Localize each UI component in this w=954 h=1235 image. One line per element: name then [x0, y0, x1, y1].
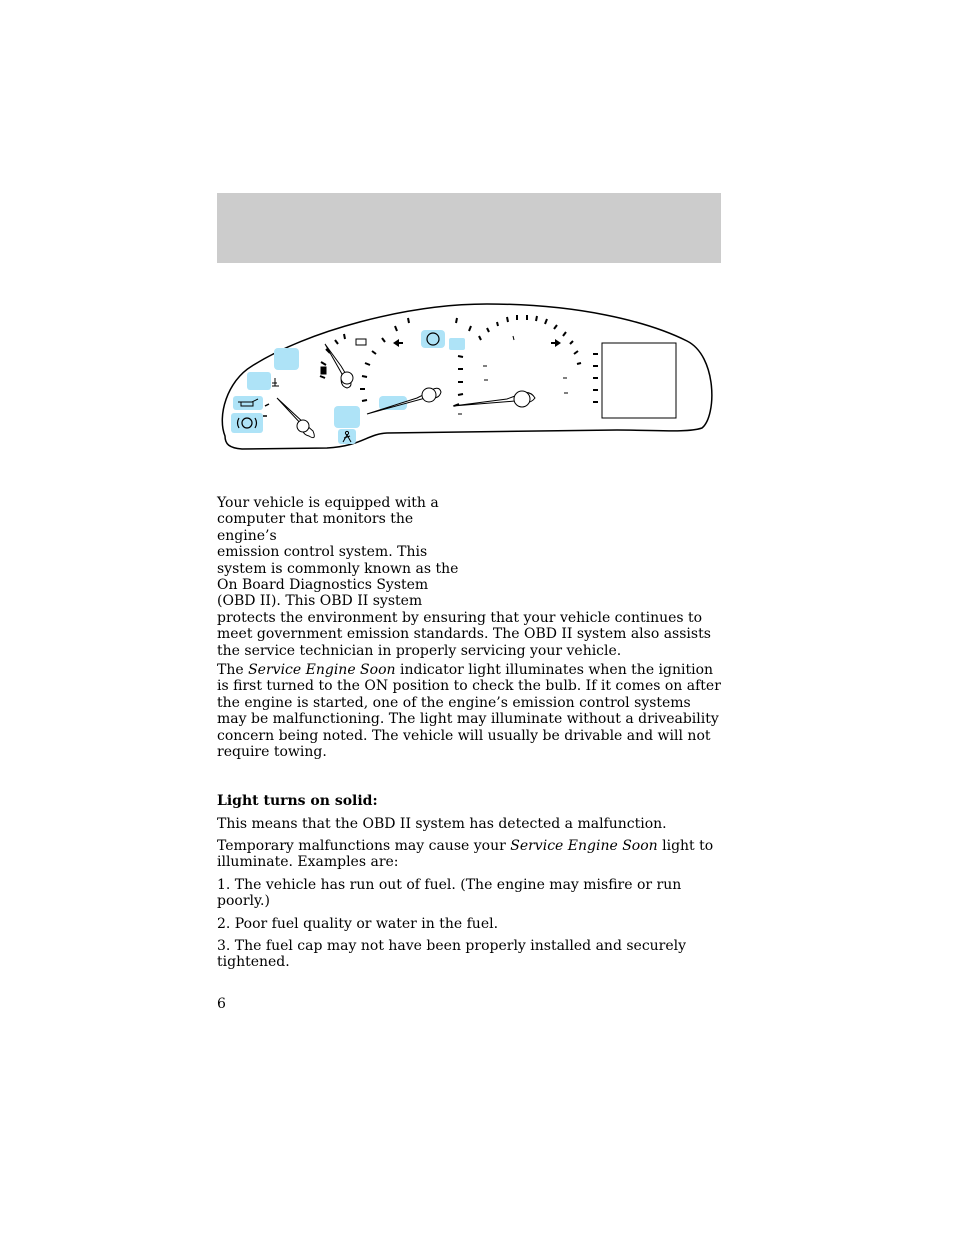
- brake-indicator: [231, 413, 263, 433]
- tachometer-needle: [453, 391, 535, 407]
- intro-line: computer that monitors the engine’s: [217, 511, 414, 544]
- speedometer-ticks: [360, 318, 471, 406]
- turn-right-arrow-icon: [551, 339, 561, 347]
- indicator-top-left: [274, 348, 299, 370]
- service-engine-soon-paragraph: [217, 662, 721, 760]
- section-heading: Light turns on solid:: [217, 793, 378, 809]
- odometer-display: [602, 343, 676, 418]
- list-item: 3. The fuel cap may not have been properly installed and securely tightened.: [217, 938, 687, 971]
- intro-line: Your vehicle is equipped with a: [217, 495, 439, 511]
- temporary-malfunctions-paragraph: [217, 838, 721, 871]
- ses-emphasis: Service Engine Soon: [248, 662, 396, 678]
- intro-line: system is commonly known as the: [217, 560, 459, 577]
- indicator-left: [247, 372, 271, 390]
- temp-gauge-needle: [277, 398, 314, 438]
- instrument-cluster-illustration: [217, 296, 721, 456]
- tachometer-ticks: [479, 315, 598, 402]
- coolant-temp-icon: [272, 378, 279, 386]
- section-header-bar: [217, 193, 721, 263]
- temp-text-after: light to illuminate. Examples are:: [217, 838, 714, 871]
- temp-emphasis: Service Engine Soon: [510, 838, 658, 854]
- intro-line: On Board Diagnostics System: [217, 577, 429, 594]
- detected-paragraph: This means that the OBD II system has detected a malfunction.: [217, 816, 667, 832]
- ses-text-before: The: [217, 662, 249, 678]
- indicator-center-low: [334, 406, 360, 428]
- temp-text-before: Temporary malfunctions may cause your: [217, 838, 511, 854]
- obd-intro-paragraph: [217, 495, 721, 659]
- turn-left-arrow-icon: [393, 339, 403, 347]
- list-item: 2. Poor fuel quality or water in the fuel.: [217, 916, 499, 932]
- intro-line: (OBD II). This OBD II system: [217, 593, 423, 610]
- intro-rest: protects the environment by ensuring that your vehicle continues to meet government emission standards. The OBD II system also assists the service technician in properly servicing your vehicle.: [217, 609, 711, 659]
- list-item: 1. The vehicle has run out of fuel. (The engine may misfire or run poorly.): [217, 877, 682, 910]
- fuel-gauge-needle: [325, 344, 353, 388]
- temp-gauge-ticks: [263, 404, 269, 416]
- ses-text-after: indicator light illuminates when the ignition is first turned to the ON position to check the bulb. If it comes on after the engine is started, one of the engine’s emission control systems may be malfunctioning. The light may illuminate without a driveability concern being noted. The vehicle will usually be drivable and will not require towing.: [217, 662, 721, 761]
- fuel-pump-icon: [321, 367, 326, 374]
- page-number: 6: [217, 996, 226, 1012]
- oil-indicator: [233, 396, 263, 410]
- battery-icon: [356, 339, 366, 345]
- headlamp-indicator: [449, 338, 465, 350]
- intro-line: emission control system. This: [217, 544, 428, 561]
